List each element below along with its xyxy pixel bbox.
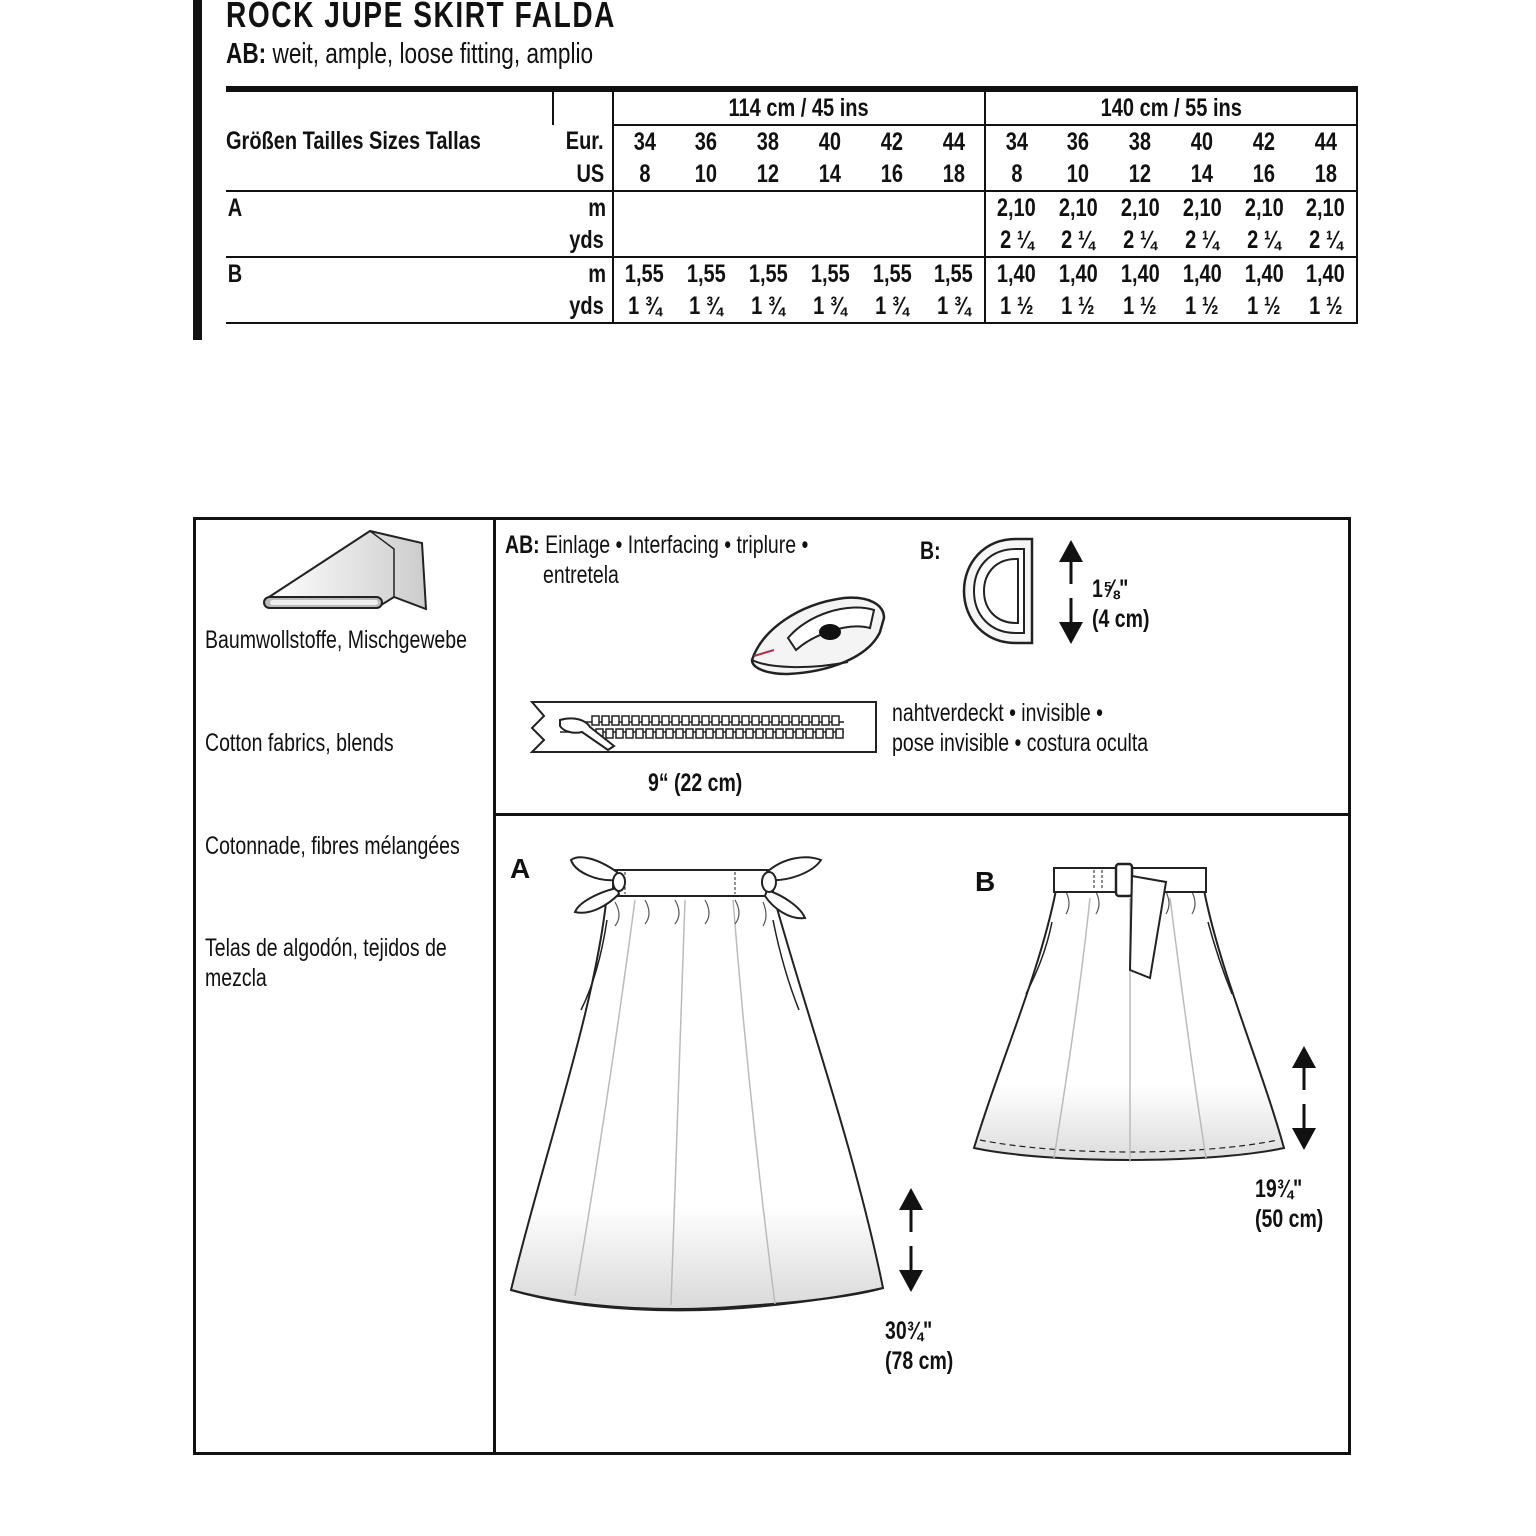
interfacing-prefix: AB:	[505, 531, 540, 559]
zipper-tooth	[726, 729, 733, 738]
panel-horizontal-divider	[493, 813, 1351, 816]
subtitle-prefix: AB:	[226, 38, 267, 70]
zipper-tooth	[776, 729, 783, 738]
skirt-b-length-arrow-icon	[1291, 1046, 1317, 1150]
zipper-tooth	[676, 729, 683, 738]
zipper-tooth	[802, 716, 809, 725]
fabric-de: Baumwollstoffe, Mischgewebe	[205, 626, 467, 654]
zipper-tooth	[612, 716, 619, 725]
interfacing-note	[505, 530, 894, 560]
zipper-tooth	[692, 716, 699, 725]
zipper-tooth	[826, 729, 833, 738]
zipper-tooth	[832, 716, 839, 725]
zipper-tooth	[636, 729, 643, 738]
skirt-b-length-line1: 19¾"	[1255, 1175, 1303, 1203]
page-title: ROCK JUPE SKIRT FALDA	[226, 0, 617, 35]
zipper-tooth	[836, 729, 843, 738]
table-row-b-m: B m 1,55 1,55 1,55 1,55 1,55 1,55 1,40 1,40 1,40 1,40 1,40 1,40	[226, 257, 1357, 290]
panel-vertical-divider	[493, 517, 496, 1455]
zipper-tooth	[662, 716, 669, 725]
zipper-tooth	[632, 716, 639, 725]
table-row-us: US 8 10 12 14 16 18 8 10 12 14 16 18	[226, 158, 1357, 191]
zipper-length: 9“ (22 cm)	[648, 769, 743, 797]
zipper-tooth	[816, 729, 823, 738]
zipper-tooth	[742, 716, 749, 725]
zipper-line2: pose invisible • costura oculta	[892, 729, 1149, 757]
zipper-tooth	[592, 716, 599, 725]
iron-icon	[748, 588, 888, 680]
zipper-tooth	[702, 716, 709, 725]
zipper-tooth	[712, 716, 719, 725]
table-row-a-m: A m 2,10 2,10 2,10 2,10 2,10 2,10	[226, 191, 1357, 224]
zipper-tooth	[622, 716, 629, 725]
fabric-fr: Cotonnade, fibres mélangées	[205, 832, 460, 860]
ring-size-line1: 1⅝"	[1092, 575, 1129, 603]
sizes-label: Größen Tailles Sizes Tallas	[226, 127, 481, 155]
us-label: US	[553, 158, 613, 191]
header-side-bar	[193, 0, 202, 340]
skirt-a-illustration	[505, 850, 895, 1315]
zipper-tooth	[616, 729, 623, 738]
zipper-tooth	[682, 716, 689, 725]
zipper-tooth	[646, 729, 653, 738]
zipper-tooth	[606, 729, 613, 738]
zipper-tooth	[706, 729, 713, 738]
zipper-tooth	[686, 729, 693, 738]
zipper-tooth	[782, 716, 789, 725]
zipper-tooth	[792, 716, 799, 725]
zipper-icon	[530, 700, 880, 754]
ring-size-arrow-icon	[1058, 540, 1084, 644]
zipper-tooth	[796, 729, 803, 738]
fabric-es-line1: Telas de algodón, tejidos de	[205, 934, 447, 962]
view-b-letter: B	[975, 866, 996, 897]
zipper-tooth	[786, 729, 793, 738]
zipper-tooth	[806, 729, 813, 738]
zipper-tooth	[696, 729, 703, 738]
zipper-tooth	[652, 716, 659, 725]
page-subtitle	[226, 38, 697, 71]
fabric-width-140: 140 cm / 55 ins	[985, 89, 1357, 125]
zipper-tooth	[626, 729, 633, 738]
zipper-tooth	[756, 729, 763, 738]
zipper-tooth	[732, 716, 739, 725]
zipper-tooth	[736, 729, 743, 738]
zipper-tooth	[666, 729, 673, 738]
fabric-es-line2: mezcla	[205, 964, 267, 992]
skirt-a-length-line1: 30¾"	[885, 1317, 933, 1345]
view-b-label: B	[226, 257, 553, 290]
eur-label: Eur.	[553, 125, 613, 158]
interfacing-line1: Einlage • Interfacing • triplure •	[545, 531, 809, 559]
zipper-line1: nahtverdeckt • invisible •	[892, 699, 1103, 727]
fabric-bolt-icon	[258, 525, 438, 620]
view-a-letter: A	[510, 853, 531, 884]
zipper-tooth	[766, 729, 773, 738]
table-header-widths	[226, 89, 1357, 125]
interfacing-line2: entretela	[543, 561, 619, 589]
view-a-label: A	[226, 191, 553, 224]
table-row-b-yds: yds 1 ¾ 1 ¾ 1 ¾ 1 ¾ 1 ¾ 1 ¾ 1 ½ 1 ½ 1 ½ 1 ½ 1 ½ 1 ½	[226, 290, 1357, 323]
skirt-b-length-line2: (50 cm)	[1255, 1205, 1324, 1233]
fabric-en: Cotton fabrics, blends	[205, 729, 394, 757]
zipper-tooth	[656, 729, 663, 738]
zipper-tooth	[752, 716, 759, 725]
zipper-tooth	[762, 716, 769, 725]
d-ring-icon	[960, 535, 1040, 647]
zipper-tooth	[722, 716, 729, 725]
ring-prefix: B:	[920, 537, 941, 565]
zipper-tooth	[812, 716, 819, 725]
subtitle-text: weit, ample, loose fitting, amplio	[266, 38, 594, 70]
zipper-tooth	[822, 716, 829, 725]
zipper-tooth	[746, 729, 753, 738]
zipper-tooth	[772, 716, 779, 725]
table-row-eur: Größen Tailles Sizes Tallas Eur. 34 36 38 40 42 44 34 36 38 40 42 44	[226, 125, 1357, 158]
skirt-a-length-arrow-icon	[898, 1188, 924, 1292]
zipper-tooth	[642, 716, 649, 725]
fabric-width-114: 114 cm / 45 ins	[613, 89, 985, 125]
skirt-b-illustration	[970, 862, 1290, 1170]
ring-size-line2: (4 cm)	[1092, 605, 1150, 633]
zipper-tooth	[672, 716, 679, 725]
table-row-a-yds: yds 2 ¼ 2 ¼ 2 ¼ 2 ¼ 2 ¼ 2 ¼	[226, 224, 1357, 257]
skirt-a-length-line2: (78 cm)	[885, 1347, 954, 1375]
zipper-tooth	[716, 729, 723, 738]
zipper-tooth	[602, 716, 609, 725]
yardage-table	[226, 86, 1358, 324]
